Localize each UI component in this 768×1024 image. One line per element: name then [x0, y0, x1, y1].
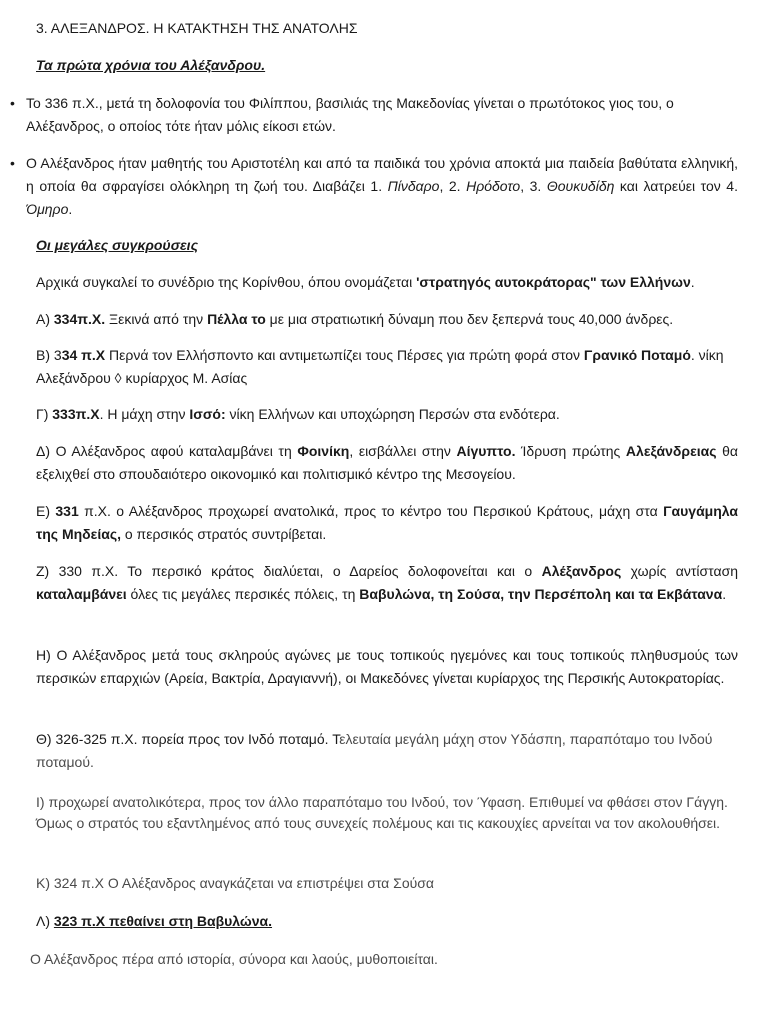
paragraph-intro: Αρχικά συγκαλεί το συνέδριο της Κορίνθου, όπου ονομάζεται 'στρατηγός αυτοκράτορας" των Ελλήνων.: [36, 274, 695, 290]
bullet-glyph: •: [10, 155, 15, 171]
paragraph-c: Γ) 333π.Χ. Η μάχη στην Ισσό: νίκη Ελλήνων και υποχώρηση Περσών στα ενδότερα.: [36, 406, 560, 422]
bullet-paragraph-1: Το 336 π.Χ., μετά τη δολοφονία του Φιλίππου, βασιλιάς της Μακεδονίας γίνεται ο πρωτότοκος γιος του, ο Αλέξανδρος, ο οποίος τότε ήταν μόλις είκοσι ετών.: [26, 95, 674, 134]
bullet-glyph: •: [10, 95, 15, 111]
paragraph-e: Ε) 331 π.Χ. ο Αλέξανδρος προχωρεί ανατολικά, προς το κέντρο του Περσικού Κράτους, μάχη στα Γαυγάμηλα της Μηδείας, ο περσικός στρατός συντρίβεται.: [36, 503, 739, 542]
paragraph-k: Κ) 324 π.Χ Ο Αλέξανδρος αναγκάζεται να επιστρέψει στα Σούσα: [36, 875, 434, 891]
section-heading-conflicts: Οι μεγάλες συγκρούσεις: [36, 237, 199, 253]
closing-paragraph: Ο Αλέξανδρος πέρα από ιστορία, σύνορα και λαούς, μυθοποιείται.: [30, 951, 438, 967]
section-heading-early-years: Τα πρώτα χρόνια του Αλέξανδρου.: [36, 57, 266, 73]
paragraph-b: Β) 334 π.Χ Περνά τον Ελλήσποντο και αντιμετωπίζει τους Πέρσες για πρώτη φορά στον Γρανικό Ποταμό. νίκη Αλεξάνδρου ◊ κυρίαρχος Μ. Ασίας: [36, 347, 724, 386]
paragraph-i: Ι) προχωρεί ανατολικότερα, προς τον άλλο παραπόταμο του Ινδού, τον Ύφαση. Επιθυμεί να φθάσει στον Γάγγη. Όμως ο στρατός του εξαντλημένος από τους συνεχείς πολέμους και τις κακουχίες αρνείται να τον ακολουθήσει.: [36, 794, 728, 831]
paragraph-a: Α) 334π.Χ. Ξεκινά από την Πέλλα το με μια στρατιωτική δύναμη που δεν ξεπερνά τους 40,000 άνδρες.: [36, 311, 674, 327]
paragraph-th: Θ) 326-325 π.Χ. πορεία προς τον Ινδό ποταμό. Τελευταία μεγάλη μάχη στον Υδάσπη, παραπόταμο του Ινδού ποταμού.: [36, 731, 713, 770]
bullet-paragraph-2: Ο Αλέξανδρος ήταν μαθητής του Αριστοτέλη και από τα παιδικά του χρόνια αποκτά μια παιδεία βαθύτατα ελληνική, η οποία θα σφραγίσει ολόκληρη τη ζωή του. Διαβάζει 1. Πίνδαρο, 2. Ηρόδοτο, 3. Θουκυδίδη και λατρεύει τον 4. Όμηρο.: [26, 155, 738, 217]
paragraph-h: Η) Ο Αλέξανδρος μετά τους σκληρούς αγώνες με τους τοπικούς ηγεμόνες και τους τοπικούς πληθυσμούς των περσικών επαρχιών (Αρεία, Βακτρία, Δραγιαννή), οι Μακεδόνες γίνεται κυρίαρχος της Περσικής Αυτοκρατορίας.: [36, 647, 738, 686]
paragraph-d: Δ) Ο Αλέξανδρος αφού καταλαμβάνει τη Φοινίκη, εισβάλλει στην Αίγυπτο. Ίδρυση πρώτης Αλεξάνδρειας θα εξελιχθεί στο σπουδαιότερο οικονομικό και πολιτισμικό κέντρο της Μεσογείου.: [36, 443, 738, 482]
paragraph-l: Λ) 323 π.Χ πεθαίνει στη Βαβυλώνα.: [36, 913, 273, 929]
paragraph-z: Ζ) 330 π.Χ. Το περσικό κράτος διαλύεται, ο Δαρείος δολοφονείται και ο Αλέξανδρος χωρίς αντίσταση καταλαμβάνει όλες τις μεγάλες περσικές πόλεις, τη Βαβυλώνα, τη Σούσα, την Περσέπολη και τα Εκβάτανα.: [36, 563, 738, 602]
document-title: 3. ΑΛΕΞΑΝΔΡΟΣ. Η ΚΑΤΑΚΤΗΣΗ ΤΗΣ ΑΝΑΤΟΛΗΣ: [36, 20, 358, 36]
